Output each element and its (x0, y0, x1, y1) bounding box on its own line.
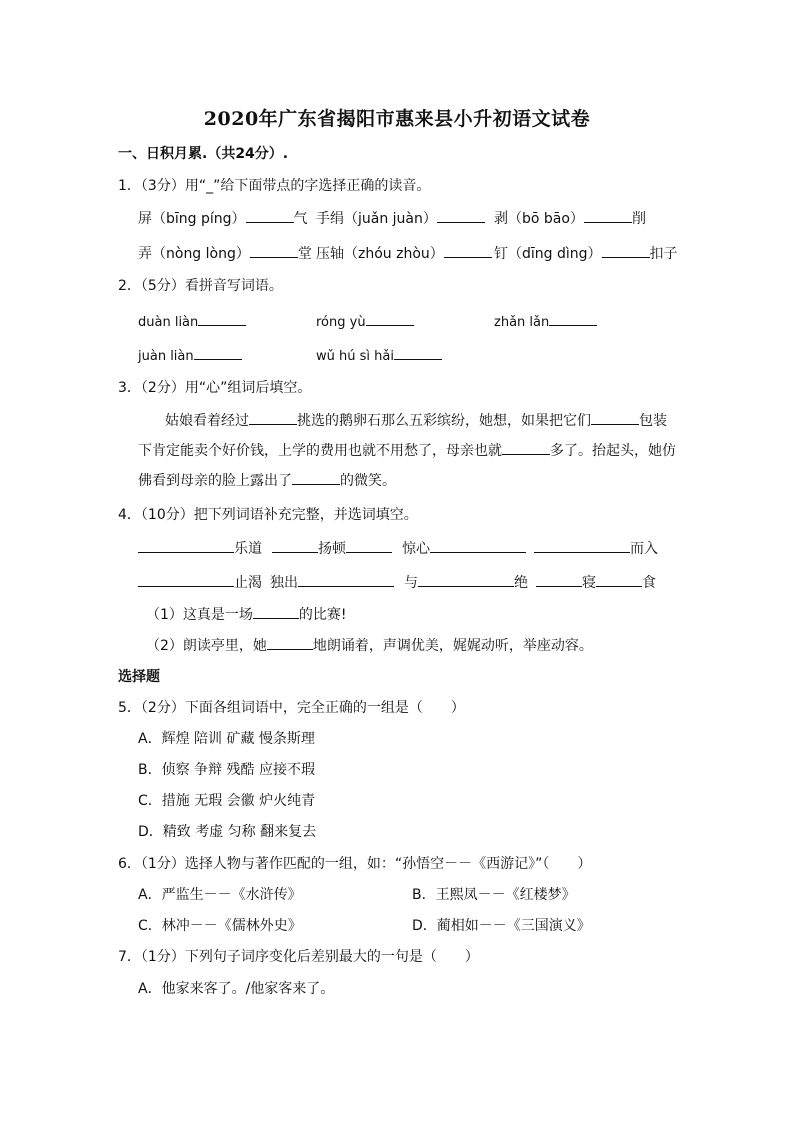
answer-blank[interactable] (366, 311, 414, 326)
passage-text: 挑选的鹅卵石那么五彩缤纷，她想，如果把它们 (297, 413, 591, 429)
question-3-line-2 (138, 440, 676, 461)
idiom-fragment: 独出 (270, 575, 298, 591)
sentence-text: （2）朗读亭里，她 (146, 638, 267, 654)
question-1-row-1c (494, 208, 646, 229)
choice-option-a[interactable]: A．他家来客了。/他家客来了。 (138, 981, 335, 997)
answer-blank[interactable] (502, 440, 550, 455)
question-4-stem: 4．（10分）把下列词语补充完整，并选词填空。 (118, 507, 418, 523)
q1-item-5: 压轴（zhóu zhòu） (316, 246, 444, 262)
answer-blank[interactable] (253, 604, 299, 619)
q1-item-6-suffix: 扣子 (649, 246, 678, 262)
idiom-fragment: 寝 (582, 575, 596, 591)
idiom-fragment: 止渴 (234, 575, 262, 591)
q1-item-1: 屏（bīng píng） (138, 211, 246, 227)
q1-item-2: 手绢（juǎn juàn） (316, 211, 437, 227)
answer-blank[interactable] (138, 572, 234, 587)
question-4-sentence-1 (146, 604, 347, 625)
idiom-fragment: 乐道 (234, 541, 262, 557)
pinyin-text: zhǎn lǎn (494, 315, 550, 330)
pinyin-item (138, 311, 246, 333)
choice-option-b[interactable]: B．王熙凤－－《红楼梦》 (412, 887, 576, 903)
pinyin-text: wǔ hú sì hǎi (316, 349, 394, 364)
question-5-stem: 5．（2分）下面各组词语中，完全正确的一组是（ ） (118, 700, 465, 716)
answer-blank[interactable] (418, 572, 514, 587)
q1-item-4: 弄（nòng lòng） (138, 246, 250, 262)
question-1-stem: 1．（3分）用“_”给下面带点的字选择正确的读音。 (118, 178, 431, 194)
passage-text: 包装 (639, 413, 667, 429)
question-4-row-1 (138, 538, 658, 559)
question-1-row-1b (316, 208, 485, 229)
q1-item-1-suffix: 气 (293, 211, 308, 227)
pinyin-text: róng yù (316, 315, 366, 330)
passage-text: 多了。抬起头，她仿 (550, 443, 676, 459)
answer-blank[interactable] (394, 345, 442, 360)
choice-option-c[interactable]: C．措施 无瑕 会徽 炉火纯青 (138, 793, 316, 809)
pinyin-item (138, 345, 242, 367)
idiom-fragment: 与 (404, 575, 418, 591)
pinyin-text: juàn liàn (138, 349, 194, 364)
answer-blank[interactable] (249, 410, 297, 425)
q1-item-3: 剥（bō bāo） (494, 211, 584, 227)
answer-blank[interactable] (272, 538, 318, 553)
answer-blank[interactable] (250, 243, 298, 258)
idiom-fragment: 而入 (630, 541, 658, 557)
answer-blank[interactable] (138, 538, 234, 553)
answer-blank[interactable] (430, 538, 526, 553)
exam-title: 2020年广东省揭阳市惠来县小升初语文试卷 (203, 108, 591, 130)
question-7-stem: 7．（1分）下列句子词序变化后差别最大的一句是（ ） (118, 949, 479, 965)
question-1-row-2 (138, 243, 312, 264)
question-3-line-3 (138, 470, 396, 491)
question-4-sentence-2 (146, 635, 593, 656)
idiom-fragment: 绝 (514, 575, 528, 591)
answer-blank[interactable] (534, 538, 630, 553)
passage-text: 佛看到母亲的脸上露出了 (138, 473, 292, 489)
section-heading-1: 一、日积月累.（共24分）. (118, 146, 289, 162)
answer-blank[interactable] (584, 208, 632, 223)
sentence-text: 的比赛! (298, 607, 347, 623)
question-6-stem: 6．（1分）选择人物与著作匹配的一组，如：“孙悟空－－《西游记》”（ ） (118, 856, 592, 872)
passage-text: 的微笑。 (340, 473, 396, 489)
answer-blank[interactable] (602, 243, 650, 258)
sentence-text: 地朗诵着，声调优美，娓娓动听，举座动容。 (312, 638, 593, 654)
pinyin-text: duàn liàn (138, 315, 199, 330)
question-3-line-1 (165, 410, 667, 431)
idiom-fragment: 扬顿 (318, 541, 346, 557)
question-2-stem: 2．（5分）看拼音写词语。 (118, 278, 283, 294)
answer-blank[interactable] (298, 572, 394, 587)
choice-option-a[interactable]: A．辉煌 陪训 矿藏 慢条斯理 (138, 731, 315, 747)
answer-blank[interactable] (444, 243, 492, 258)
q1-item-3-suffix: 削 (631, 211, 646, 227)
answer-blank[interactable] (591, 410, 639, 425)
question-3-stem: 3．（2分）用“心”组词后填空。 (118, 380, 312, 396)
answer-blank[interactable] (437, 208, 485, 223)
question-1-row-1 (138, 208, 308, 229)
passage-text: 姑娘看着经过 (165, 413, 249, 429)
question-1-row-2c (494, 243, 678, 264)
q1-item-6: 钉（dīng dìng） (494, 246, 602, 262)
choice-option-a[interactable]: A．严监生－－《水浒传》 (138, 887, 302, 903)
pinyin-item (316, 345, 442, 367)
idiom-fragment: 食 (642, 575, 656, 591)
answer-blank[interactable] (267, 635, 313, 650)
answer-blank[interactable] (596, 572, 642, 587)
answer-blank[interactable] (292, 470, 340, 485)
question-1-row-2b (316, 243, 492, 264)
question-4-row-2 (138, 572, 656, 593)
choice-option-c[interactable]: C．林冲－－《儒林外史》 (138, 918, 302, 934)
answer-blank[interactable] (198, 311, 246, 326)
idiom-fragment: 惊心 (402, 541, 430, 557)
q1-item-4-suffix: 堂 (297, 246, 312, 262)
answer-blank[interactable] (549, 311, 597, 326)
section-heading-2: 选择题 (118, 669, 160, 685)
pinyin-item (316, 311, 414, 333)
choice-option-b[interactable]: B．侦察 争辩 残酷 应接不瑕 (138, 762, 315, 778)
sentence-text: （1）这真是一场 (146, 607, 253, 623)
answer-blank[interactable] (246, 208, 294, 223)
choice-option-d[interactable]: D．精致 考虚 匀称 翻来复去 (138, 824, 317, 840)
answer-blank[interactable] (346, 538, 392, 553)
answer-blank[interactable] (194, 345, 242, 360)
choice-option-d[interactable]: D．蔺相如－－《三国演义》 (412, 918, 591, 934)
pinyin-item (494, 311, 597, 333)
answer-blank[interactable] (536, 572, 582, 587)
passage-text: 下肯定能卖个好价钱，上学的费用也就不用愁了，母亲也就 (138, 443, 502, 459)
